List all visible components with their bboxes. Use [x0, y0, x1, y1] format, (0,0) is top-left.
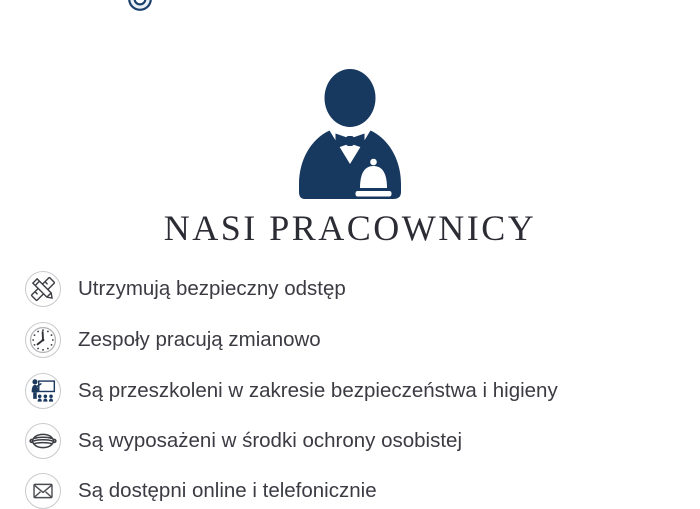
page-title: NASI PRACOWNICY [0, 207, 700, 249]
list-item [25, 473, 377, 509]
list-item [25, 373, 558, 409]
clock-icon [25, 322, 61, 358]
feature-label: Są przeszkoleni w zakresie bezpieczeństwa i higieny [78, 379, 558, 403]
training-presentation-icon [25, 373, 61, 409]
list-item [25, 271, 346, 307]
envelope-icon [25, 473, 61, 509]
face-mask-icon [25, 423, 61, 459]
concentric-circles-icon [126, 0, 154, 13]
feature-label: Są wyposażeni w środki ochrony osobistej [78, 429, 462, 453]
waiter-with-service-bell-icon [297, 67, 403, 200]
feature-label: Są dostępni online i telefonicznie [78, 479, 377, 503]
list-item [25, 322, 321, 358]
list-item [25, 423, 462, 459]
feature-label: Utrzymują bezpieczny odstęp [78, 277, 346, 301]
feature-label: Zespoły pracują zmianowo [78, 328, 321, 352]
pencil-ruler-icon [25, 271, 61, 307]
